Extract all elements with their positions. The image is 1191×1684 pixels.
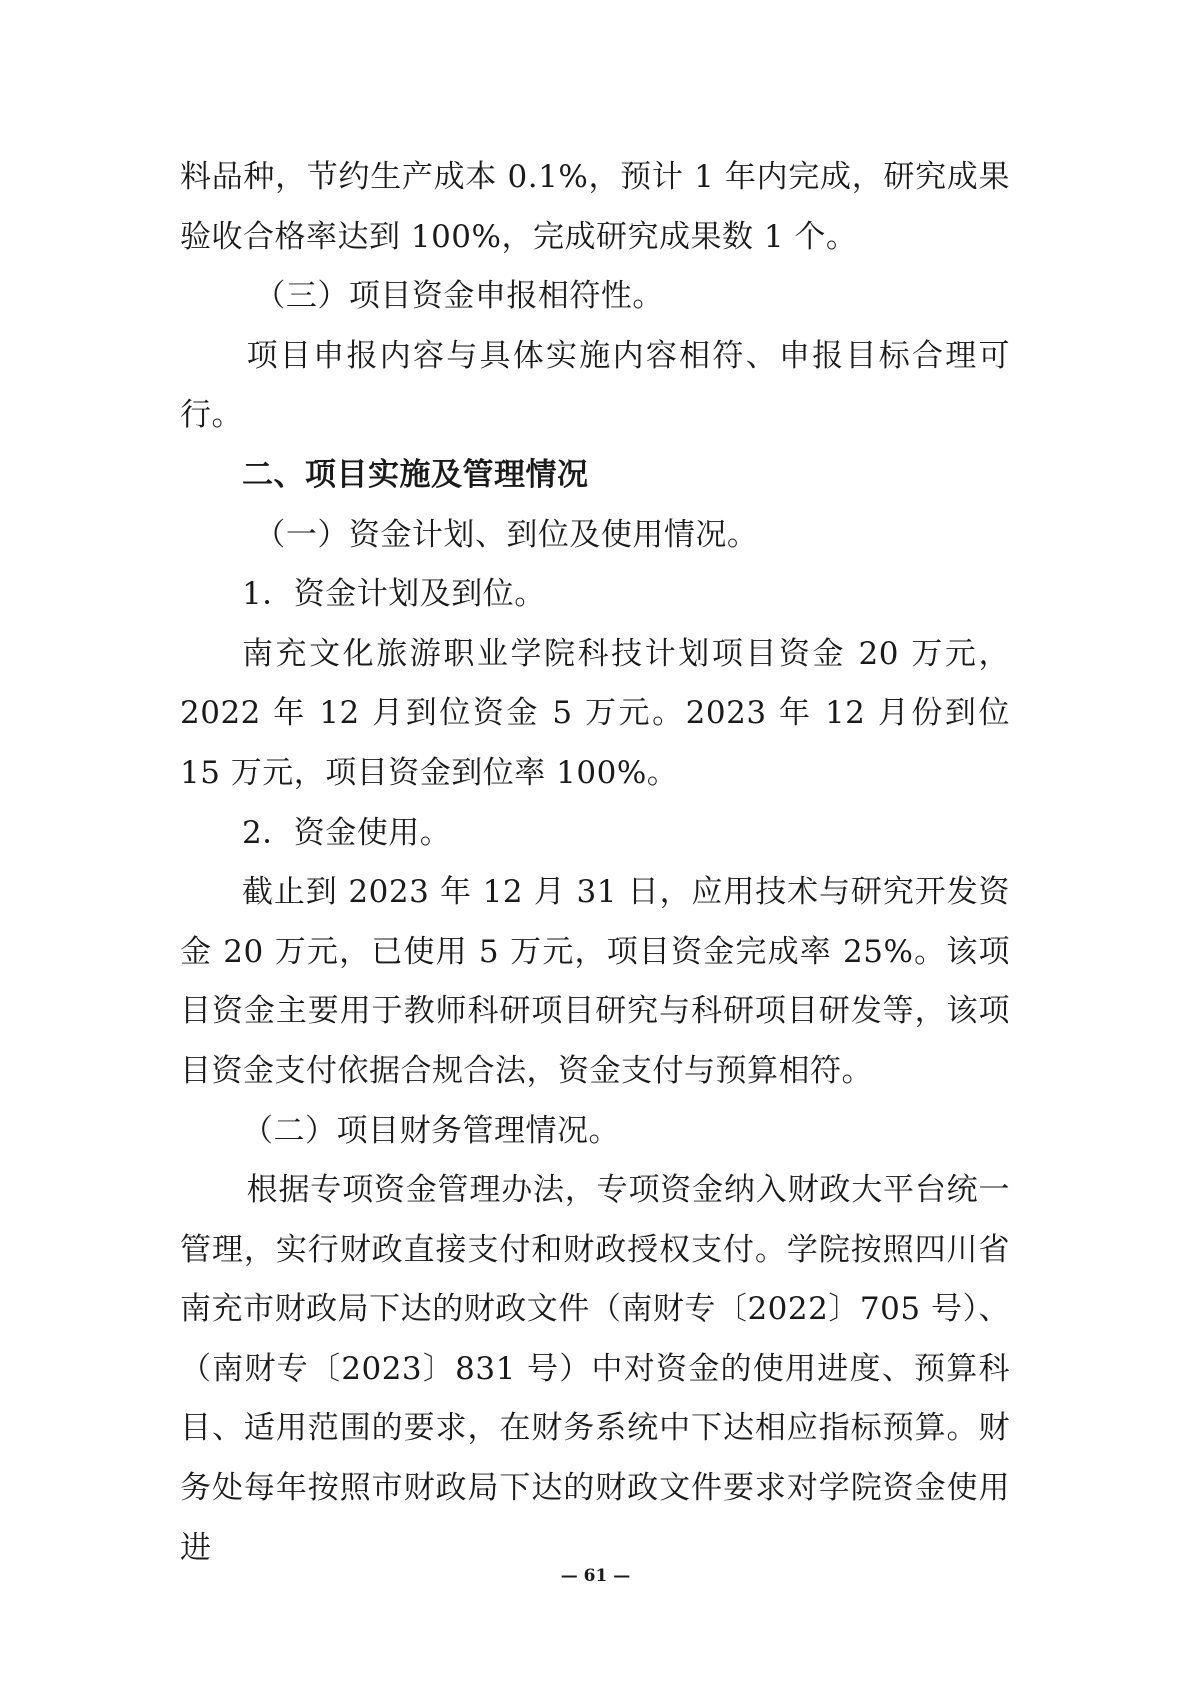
section-heading-implementation: 二、项目实施及管理情况 bbox=[242, 456, 589, 493]
paragraph-consistency: 项目申报内容与具体实施内容相符、申报目标合理可行。 bbox=[180, 337, 1010, 434]
page-number: — 61 — bbox=[560, 1566, 631, 1586]
paragraph-fund-use: 截止到 2023 年 12 月 31 日，应用技术与研究开发资金 20 万元，已使用 5 万元，项目资金完成率 25%。该项目资金主要用于教师科研项目研究与科研项目研发等，该项目资金支付依据合规合法，资金支付与预算相符。 bbox=[180, 874, 1010, 1089]
document-body bbox=[180, 148, 1010, 1578]
paragraph-continuation: 料品种，节约生产成本 0.1%，预计 1 年内完成，研究成果验收合格率达到 100%，完成研究成果数 1 个。 bbox=[180, 159, 1010, 255]
paragraph-financial-management: 根据专项资金管理办法，专项资金纳入财政大平台统一管理，实行财政直接支付和财政授权支付。学院按照四川省南充市财政局下达的财政文件（南财专〔2022〕705 号）、（南财专〔2023〕831 号）中对资金的使用进度、预算科目、适用范围的要求，在财务系统中下达相应指标预算。财务处每年按照市财政局下达的财政文件要求对学院资金使用进 bbox=[180, 1172, 1010, 1566]
subheading-fund-consistency: （三）项目资金申报相符性。 bbox=[254, 278, 664, 315]
subheading-fund-plan: （一）资金计划、到位及使用情况。 bbox=[254, 516, 759, 553]
paragraph-fund-plan: 南充文化旅游职业学院科技计划项目资金 20 万元，2022 年 12 月到位资金 5 万元。2023 年 12 月份到位 15 万元，项目资金到位率 100%。 bbox=[180, 635, 1010, 791]
item-heading-fund-plan: 1．资金计划及到位。 bbox=[242, 576, 546, 613]
item-heading-fund-use: 2．资金使用。 bbox=[242, 814, 452, 851]
subheading-financial-management: （二）项目财务管理情况。 bbox=[242, 1112, 620, 1149]
